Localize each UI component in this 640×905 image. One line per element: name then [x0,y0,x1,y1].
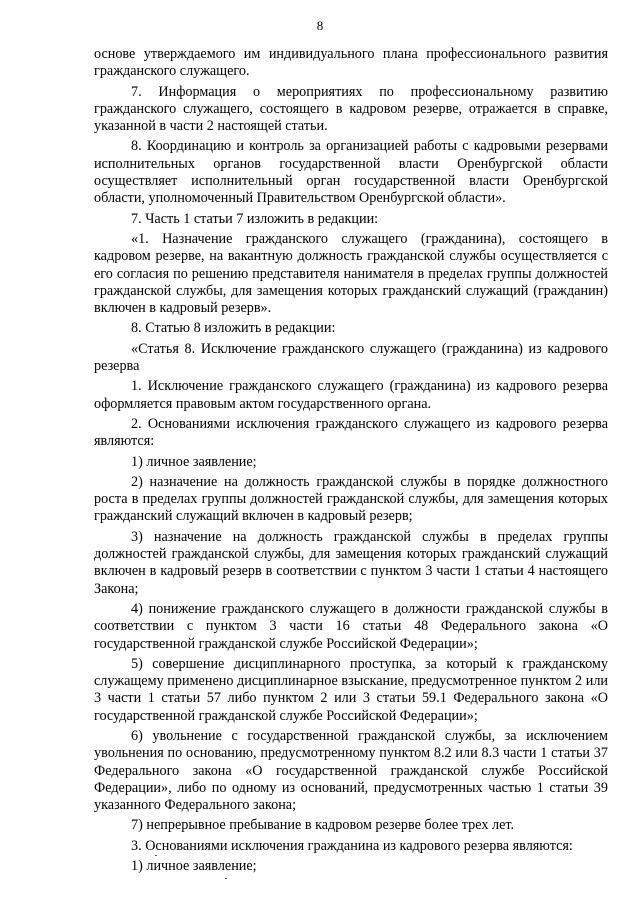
paragraph: 7. Часть 1 статьи 7 изложить в редакции: [131,210,379,227]
paragraph: 7. Информация о мероприятиях по профессиональному развитию гражданского служащего, состоящего в кадровом резерве, отражается в справке, указанной в части 2 настоящей статьи. [94,83,608,135]
document-body [94,46,608,875]
page-number: 8 [316,18,324,33]
article-heading: «Статья 8. Исключение гражданского служащего (гражданина) из кадрового резерва [94,340,608,375]
list-item: 6) увольнение с государственной гражданской службы, за исключением увольнения по основанию, предусмотренному пунктом 8.2 или 8.3 части 1 статьи 37 Федерального закона «О государственной гражданской службе Российской Федерации», либо по одному из оснований, предусмотренных частью 1 статьи 39 указанного Федерального закона; [94,727,608,814]
paragraph: основе утверждаемого им индивидуального плана профессионального развития гражданского служащего. [94,46,608,80]
list-item: 1) личное заявление; [131,453,257,470]
scan-speck [225,878,227,879]
paragraph: 8. Координацию и контроль за организацией работы с кадровыми резервами исполнительных органов государственной власти Оренбургской области осуществляет исполнительный орган государственной власти Оренбургской области, уполномоченный Правительством Оренбургской области». [94,138,608,207]
paragraph: «1. Назначение гражданского служащего (гражданина), состоящего в кадровом резерве, на вакантную должность гражданской службы осуществляется с его согласия по решению представителя нанимателя в пределах группы должностей гражданской службы, для замещения которых гражданский служащий (гражданин) включен в кадровый резерв». [94,230,608,317]
list-item: 2) назначение на должность гражданской службы в порядке должностного роста в пределах группы должностей гражданской службы, для замещения которых гражданский служащий включен в кадровый резерв; [94,473,608,525]
list-item: 1) личное заявление; [131,858,257,875]
list-item: 3) назначение на должность гражданской службы в пределах группы должностей гражданской службы, для замещения которых гражданский служащий включен в кадровый резерв в соответствии с пунктом 3 части 1 статьи 4 настоящего Закона; [94,528,608,597]
paragraph: 2. Основаниями исключения гражданского служащего из кадрового резерва являются: [94,415,608,450]
paragraph: 8. Статью 8 изложить в редакции: [131,320,336,337]
scan-speck [155,855,157,856]
list-item: 4) понижение гражданского служащего в должности гражданской службы в соответствии с пунктом 3 части 16 статьи 48 Федерального закона «О государственной гражданской службе Российской Федерации»; [94,600,608,652]
paragraph: 1. Исключение гражданского служащего (гражданина) из кадрового резерва оформляется правовым актом государственного органа. [94,378,608,412]
paragraph: 3. Основаниями исключения гражданина из кадрового резерва являются: [131,837,573,854]
list-item: 7) непрерывное пребывание в кадровом резерве более трех лет. [131,817,515,834]
list-item: 5) совершение дисциплинарного проступка, за который к гражданскому служащему применено дисциплинарное взыскание, предусмотренное пунктом 2 или 3 части 1 статьи 57 либо пунктом 2 или 3 статьи 59.1 Федерального закона «О государственной гражданской службе Российской Федерации»; [94,655,608,724]
